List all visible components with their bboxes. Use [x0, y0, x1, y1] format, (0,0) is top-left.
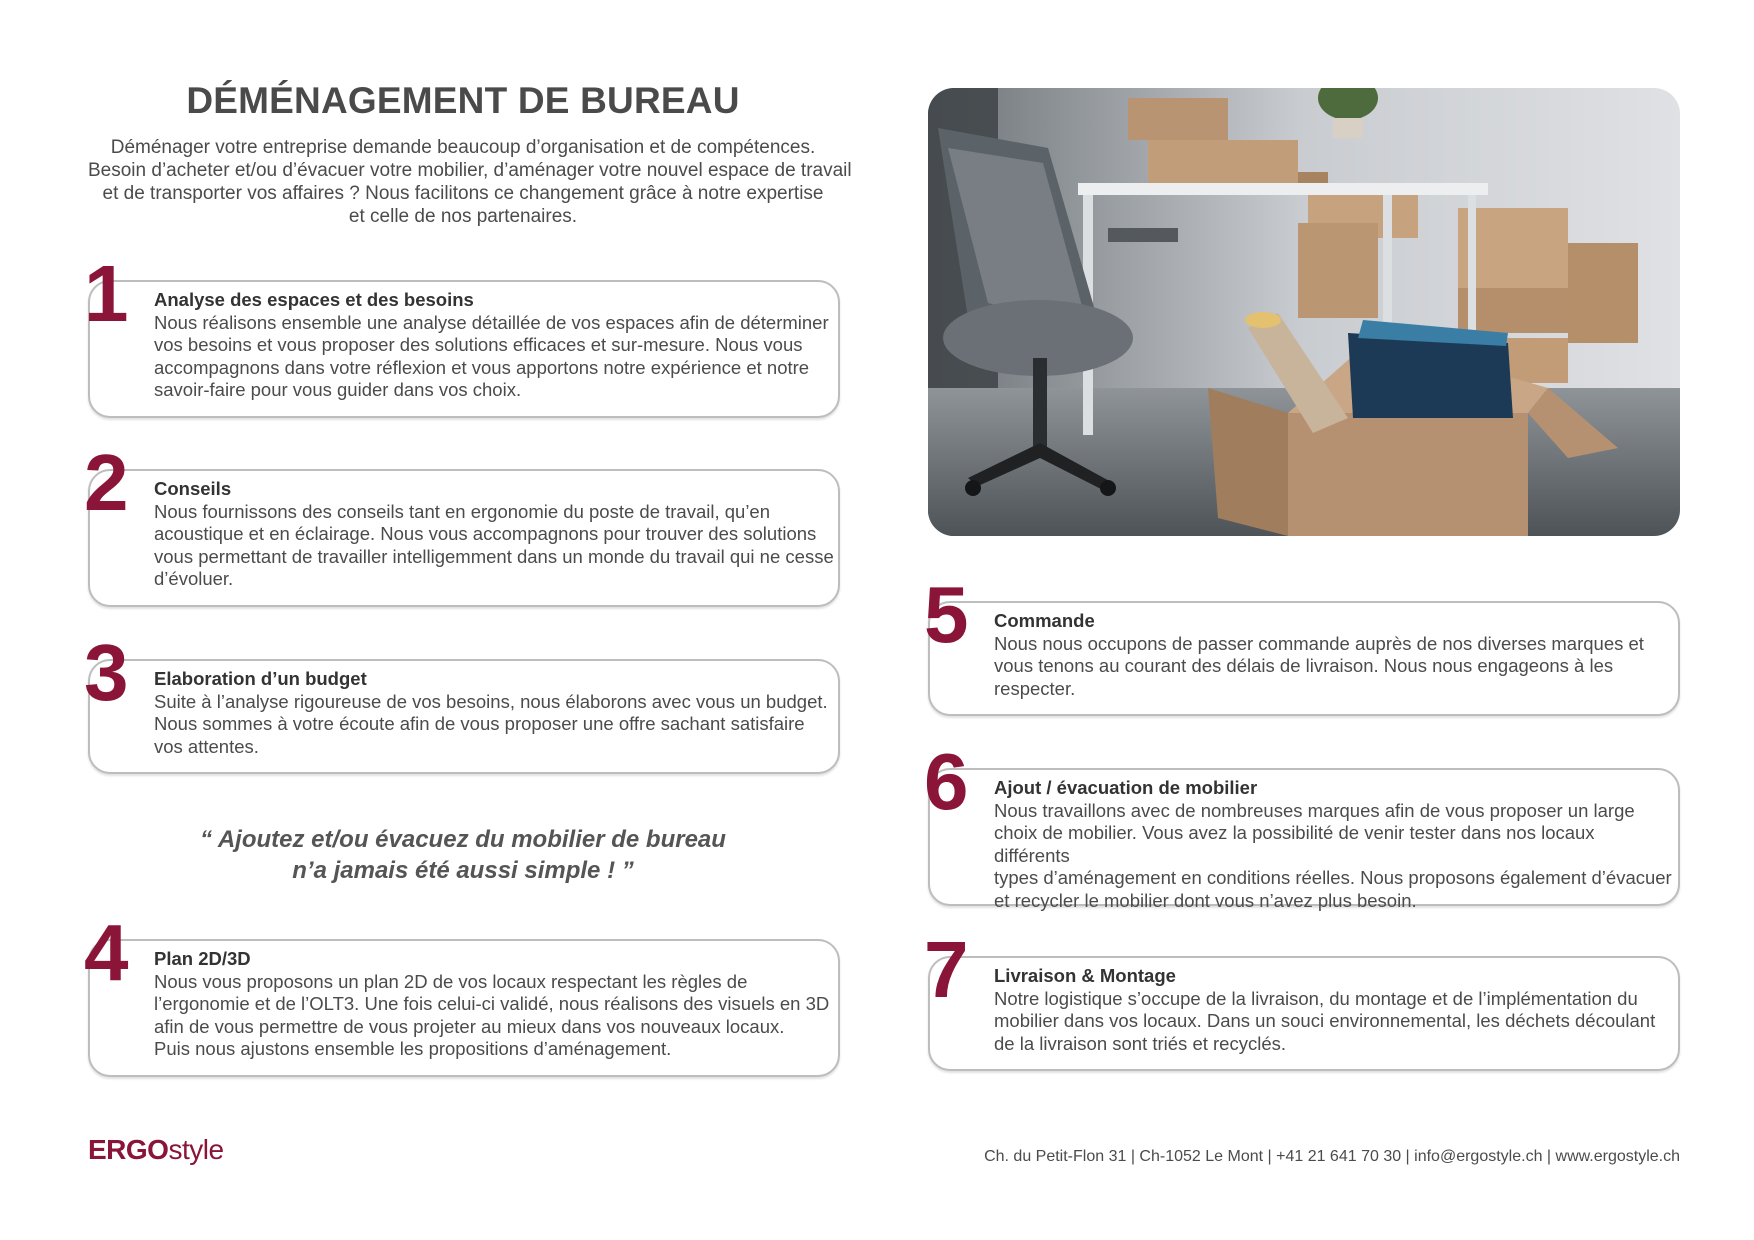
step-line: Nous vous proposons un plan 2D de vos locaux respectant les règles de	[154, 970, 748, 992]
page-title: DÉMÉNAGEMENT DE BUREAU	[186, 80, 740, 121]
step-text	[994, 777, 1674, 912]
step-heading: Ajout / évacuation de mobilier	[994, 777, 1258, 798]
step-line: Nous réalisons ensemble une analyse détaillée de vos espaces afin de déterminer	[154, 311, 829, 333]
step-line: respecter.	[994, 677, 1076, 699]
step-line: mobilier dans vos locaux. Dans un souci environnemental, les déchets découlant	[994, 1010, 1656, 1031]
step-number: 6	[924, 737, 966, 826]
step-line: vous tenons au courant des délais de livraison. Nous nous engageons à les	[994, 655, 1614, 676]
footer-contact: Ch. du Petit-Flon 31 | Ch-1052 Le Mont | +41 21 641 70 30 | info@ergostyle.ch | www.ergostyle.ch	[984, 1148, 1680, 1165]
intro-line: et de transporter vos affaires ? Nous facilitons ce changement grâce à notre expertise	[102, 183, 824, 204]
step-line: vous permettant de travailler intelligemment dans un monde du travail qui ne cesse	[154, 545, 834, 567]
step-line: vos attentes.	[154, 735, 259, 757]
step-line: et recycler le mobilier dont vous n’avez plus besoin.	[994, 889, 1417, 911]
step-line: Nous fournissons des conseils tant en ergonomie du poste de travail, qu’en	[154, 500, 771, 522]
step-line: d’évoluer.	[154, 568, 234, 589]
quote-line: n’a jamais été aussi simple ! ”	[292, 857, 634, 884]
step-line: vos besoins et vous proposer des solutions efficaces et sur-mesure. Nous vous	[154, 334, 803, 355]
step-text	[154, 289, 834, 402]
step-heading: Plan 2D/3D	[154, 948, 251, 969]
intro-line: et celle de nos partenaires.	[348, 206, 578, 227]
step-line: de la livraison sont triés et recyclés.	[994, 1032, 1287, 1054]
step-line: types d’aménagement en conditions réelles. Nous proposons également d’évacuer	[994, 867, 1672, 888]
step-text	[154, 478, 834, 591]
step-text	[154, 668, 834, 758]
office-moving-photo	[928, 88, 1680, 536]
step-text	[154, 948, 834, 1061]
step-text	[994, 965, 1674, 1055]
step-heading: Analyse des espaces et des besoins	[154, 289, 474, 310]
step-line: savoir-faire pour vous guider dans vos choix.	[154, 379, 522, 400]
intro-line: Déménager votre entreprise demande beaucoup d’organisation et de compétences.	[110, 137, 816, 158]
step-line: Notre logistique s’occupe de la livraison, du montage et de l’implémentation du	[994, 987, 1638, 1009]
step-line: acoustique et en éclairage. Nous vous accompagnons pour trouver des solutions	[154, 523, 817, 544]
step-line: Puis nous ajustons ensemble les propositions d’aménagement.	[154, 1038, 672, 1059]
step-line: choix de mobilier. Vous avez la possibilité de venir tester dans nos locaux différents	[994, 822, 1595, 866]
ergostyle-logo	[88, 1134, 224, 1166]
step-heading: Elaboration d’un budget	[154, 668, 367, 689]
step-line: accompagnons dans votre réflexion et vous apportons notre expérience et notre	[154, 356, 810, 378]
step-text	[994, 610, 1674, 700]
intro-paragraph	[88, 136, 852, 228]
step-heading: Conseils	[154, 478, 232, 499]
intro-line: Besoin d’acheter et/ou d’évacuer votre mobilier, d’aménager votre nouvel espace de travail	[88, 160, 852, 181]
step-line: Nous sommes à votre écoute afin de vous proposer une offre sachant satisfaire	[154, 713, 805, 734]
step-heading: Commande	[994, 610, 1095, 631]
logo-light: style	[168, 1134, 224, 1165]
quote-line: “ Ajoutez et/ou évacuez du mobilier de bureau	[200, 826, 726, 853]
office-moving-illustration	[928, 88, 1680, 536]
step-line: Suite à l’analyse rigoureuse de vos besoins, nous élaborons avec vous un budget.	[154, 690, 828, 712]
step-line: Nous nous occupons de passer commande auprès de nos diverses marques et	[994, 632, 1644, 654]
step-line: Nous travaillons avec de nombreuses marques afin de vous proposer un large	[994, 799, 1635, 821]
step-number: 4	[84, 908, 126, 997]
step-line: afin de vous permettre de vous projeter au mieux dans vos nouveaux locaux.	[154, 1015, 785, 1037]
step-number: 5	[924, 570, 966, 659]
step-heading: Livraison & Montage	[994, 965, 1176, 986]
step-line: l’ergonomie et de l’OLT3. Une fois celui-ci validé, nous réalisons des visuels en 3D	[154, 993, 830, 1014]
tagline-quote	[88, 824, 838, 886]
step-number: 2	[84, 438, 126, 527]
step-number: 7	[924, 925, 966, 1014]
step-number: 3	[84, 628, 126, 717]
logo-bold: ERGO	[88, 1134, 169, 1165]
step-number: 1	[84, 249, 126, 338]
